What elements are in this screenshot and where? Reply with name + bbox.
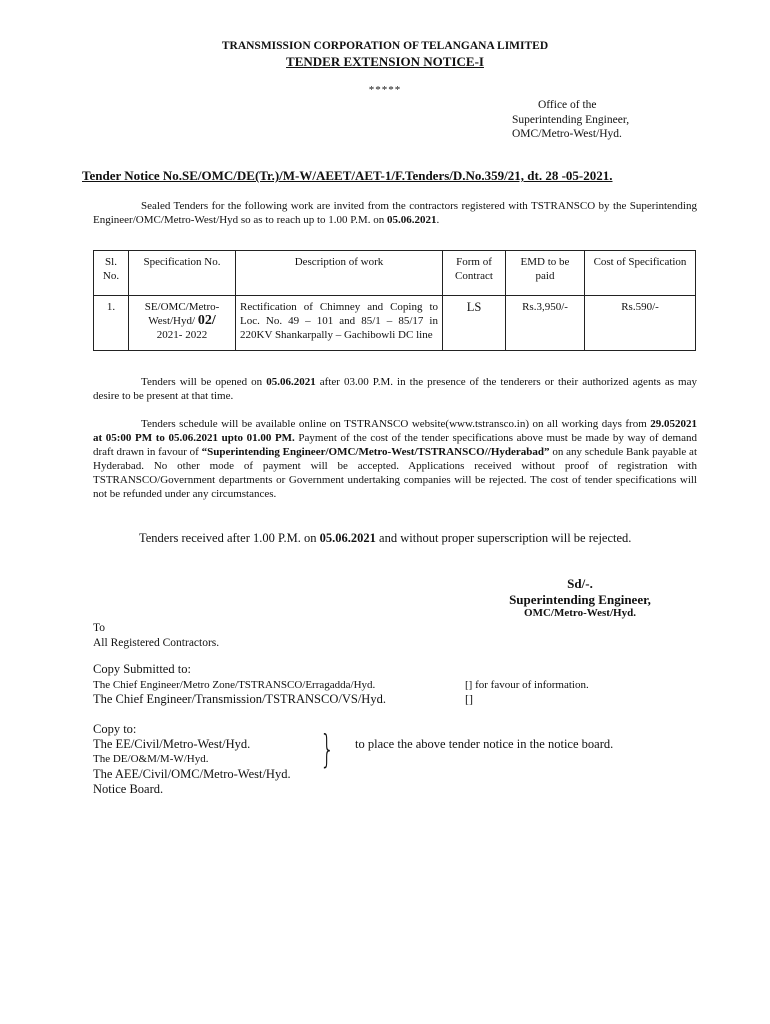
office-line-3: OMC/Metro-West/Hyd.	[512, 128, 622, 140]
to-recipient: All Registered Contractors.	[93, 637, 220, 649]
copy-submitted-favour-2: []	[465, 692, 473, 706]
schedule-dates: 29.052021 at 05:00 PM to 05.06.2021 upto 01.00 PM.	[93, 418, 697, 444]
table-row	[94, 296, 696, 351]
copy-to-label: Copy to:	[93, 722, 137, 736]
spec-part-2: 02/	[197, 313, 216, 328]
header-emd: EMD to be paid	[506, 251, 585, 296]
schedule-text-c: on any schedule Bank payable at Hyderabad. No other mode of payment will be accepted. Applications received without proof of registration with TSTRANSCO/Government departments or Government undertaking companies will be rejected. The cost of tender specifications will not be refunded under any circumstances.	[93, 446, 698, 500]
organization-name: TRANSMISSION CORPORATION OF TELANGANA LIMITED	[221, 40, 549, 52]
header-description: Description of work	[236, 251, 443, 296]
received-text-b: and without proper superscription will be rejected.	[375, 531, 632, 545]
to-label: To	[93, 622, 105, 634]
cell-sl-no: 1.	[94, 296, 129, 351]
copy-to-line-4: Notice Board.	[93, 782, 164, 796]
cell-emd: Rs.3,950/-	[506, 296, 585, 351]
to-block	[93, 621, 219, 651]
cell-form-of-contract: LS	[443, 296, 506, 351]
schedule-text-b: Payment of the cost of the tender specifications above must be made by way of demand draft drawn in favour of	[93, 432, 697, 458]
copy-to-instruction: to place the above tender notice in the notice board.	[355, 737, 614, 751]
spec-part-3: 2021- 2022	[156, 329, 208, 341]
header-specification-no: Specification No.	[129, 251, 236, 296]
right-brace-icon: }	[320, 727, 335, 771]
opening-text-b: after 03.00 P.M. in the presence of the tenderers or their authorized agents as may desire to be present at that time.	[93, 376, 697, 402]
received-statement	[139, 531, 631, 546]
table-header-row	[94, 251, 696, 296]
schedule-text-a: Tenders schedule will be available online on TSTRANSCO website(www.tstransco.in) on all working days from	[141, 418, 651, 430]
signature-designation: Superintending Engineer,	[509, 592, 651, 607]
intro-end: .	[436, 214, 440, 226]
copy-to-line-2: The DE/O&M/M-W/Hyd.	[93, 753, 209, 765]
opening-text-a: Tenders will be opened on	[141, 376, 267, 388]
office-address	[512, 98, 629, 142]
tender-notice-number: Tender Notice No.SE/OMC/DE(Tr.)/M-W/AEET/AET-1/F.Tenders/D.No.359/21, dt. 28 -05-2021.	[82, 168, 613, 183]
received-date: 05.06.2021	[319, 531, 376, 545]
header-cost-of-specification: Cost of Specification	[585, 251, 696, 296]
copy-submitted-favour-1: [] for favour of information.	[465, 679, 589, 691]
signature-sd: Sd/-.	[567, 576, 593, 591]
cell-description: Rectification of Chimney and Coping to Loc. No. 49 – 101 and 85/1 – 85/17 in 220KV Shankarpally – Gachibowli DC line	[236, 296, 443, 351]
schedule-paragraph	[93, 417, 697, 501]
copy-submitted-label: Copy Submitted to:	[93, 662, 191, 676]
notice-title: TENDER EXTENSION NOTICE-I	[286, 54, 484, 69]
opening-paragraph	[93, 375, 697, 403]
copy-to-block	[93, 722, 291, 797]
cell-cost: Rs.590/-	[585, 296, 696, 351]
opening-date: 05.06.2021	[266, 376, 316, 388]
copy-to-line-1: The EE/Civil/Metro-West/Hyd.	[93, 737, 251, 751]
separator-stars: *****	[368, 84, 402, 96]
header-form-of-contract: Form of Contract	[443, 251, 506, 296]
spec-part-1: SE/OMC/Metro-West/Hyd/	[144, 301, 220, 327]
schedule-favour: “Superintending Engineer/OMC/Metro-West/TSTRANSCO//Hyderabad”	[201, 446, 550, 458]
intro-paragraph	[93, 199, 697, 227]
intro-text: Sealed Tenders for the following work are invited from the contractors registered with TSTRANSCO by the Superintending Engineer/OMC/Metro-West/Hyd so as to reach up to 1.00 P.M. on	[93, 200, 697, 226]
cell-specification-no	[129, 296, 236, 351]
office-line-1: Office of the	[538, 99, 597, 111]
signature-office: OMC/Metro-West/Hyd.	[524, 607, 636, 619]
tender-table	[93, 250, 696, 351]
office-line-2: Superintending Engineer,	[512, 113, 630, 126]
header-sl-no: Sl. No.	[94, 251, 129, 296]
copy-to-line-3: The AEE/Civil/OMC/Metro-West/Hyd.	[93, 767, 291, 781]
copy-submitted-line-2: The Chief Engineer/Transmission/TSTRANSCO/VS/Hyd.	[93, 692, 386, 706]
copy-submitted-line-1: The Chief Engineer/Metro Zone/TSTRANSCO/Erragadda/Hyd.	[93, 679, 376, 691]
received-text-a: Tenders received after 1.00 P.M. on	[139, 531, 320, 545]
intro-date: 05.06.2021	[386, 214, 437, 226]
